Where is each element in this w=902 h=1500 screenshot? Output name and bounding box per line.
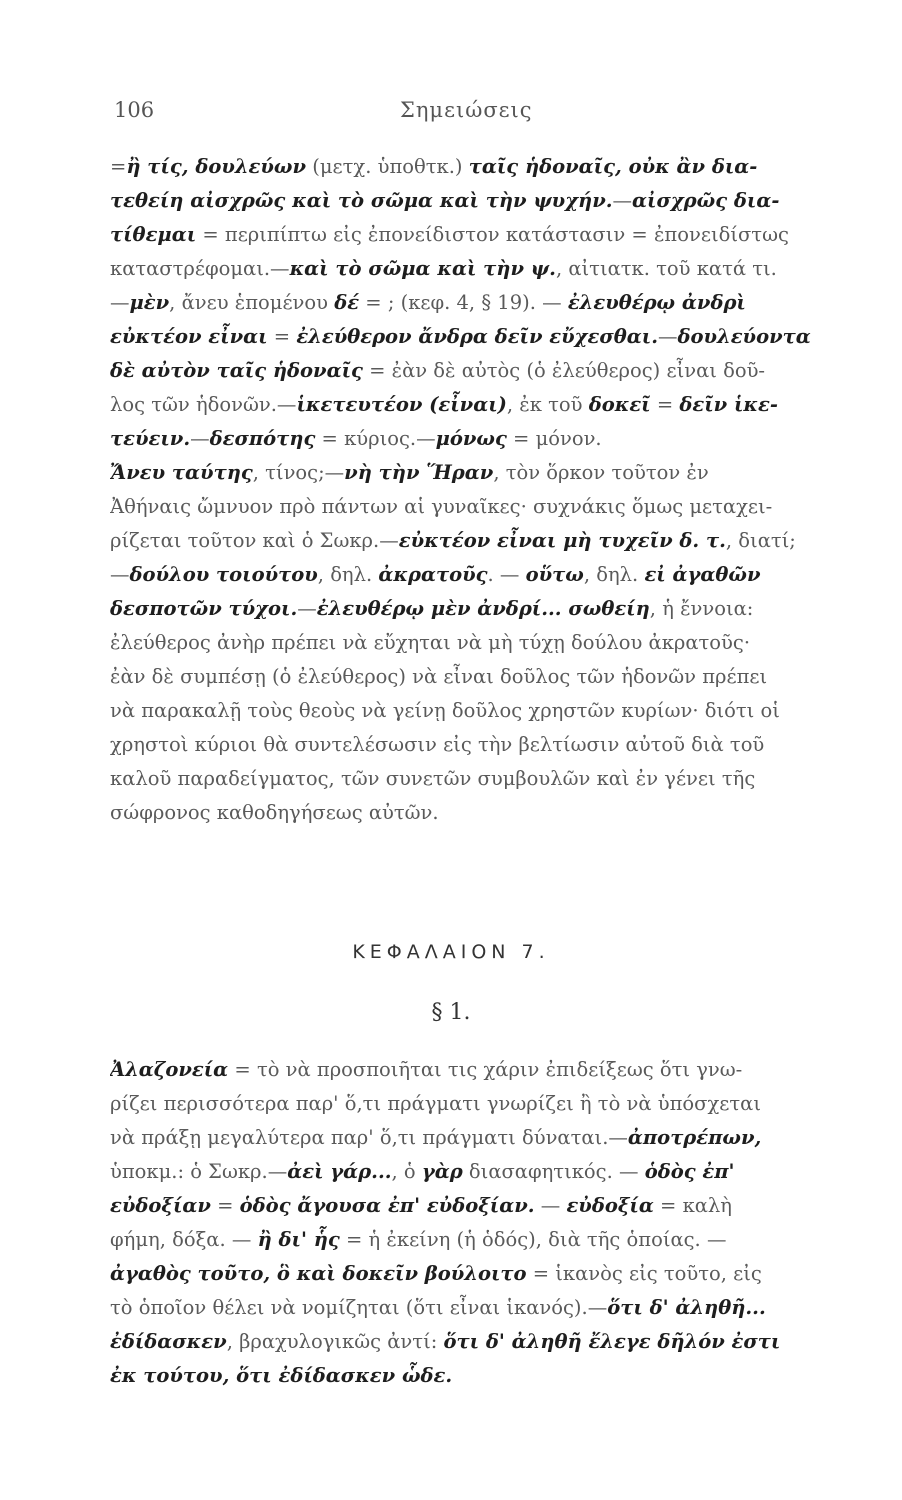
text-line: [110, 218, 830, 252]
plain-text: λος τῶν ἡδονῶν.—: [110, 393, 297, 416]
emphasized-term: δούλου τοιούτου: [129, 563, 318, 586]
text-line: [110, 320, 830, 354]
emphasized-term: ὁδὸς ἐπ': [644, 1160, 735, 1183]
page-number: 106: [114, 98, 155, 122]
notes-block: [110, 150, 830, 830]
emphasized-term: μὲν: [129, 291, 170, 314]
plain-text: διασαφητικός. —: [462, 1160, 645, 1183]
emphasized-term: ἐλευθέρῳ μὲν ἀνδρί... σωθείη: [316, 597, 650, 620]
plain-text: ρίζει περισσότερα παρ' ὅ,τι πράγματι γνωρίζει ἢ τὸ νὰ ὑπόσχεται: [110, 1092, 761, 1115]
emphasized-term: τίθεμαι: [110, 223, 197, 246]
emphasized-term: δὲ αὐτὸν ταῖς ἡδοναῖς: [110, 359, 363, 382]
plain-text: ὑποκμ.: ὁ Σωκρ.—: [110, 1160, 288, 1183]
plain-text: = τὸ νὰ προσποιῆται τις χάριν ἐπιδείξεως ὅτι γνω-: [228, 1058, 743, 1081]
plain-text: φήμη, δόξα. —: [110, 1228, 258, 1251]
plain-text: —: [657, 325, 678, 348]
plain-text: χρηστοὶ κύριοι θὰ συντελέσωσιν εἰς τὴν βελτίωσιν αὐτοῦ διὰ τοῦ: [110, 733, 765, 756]
plain-text: —: [612, 189, 633, 212]
plain-text: = καλὴ: [653, 1194, 732, 1217]
plain-text: . —: [487, 563, 526, 586]
text-line: [110, 524, 830, 558]
emphasized-term: ἢ τίς, δουλεύων: [126, 155, 307, 178]
text-line: [110, 1359, 830, 1393]
section-mark: § 1.: [431, 1000, 471, 1025]
emphasized-term: δεσπότης: [209, 427, 316, 450]
text-line: [110, 388, 830, 422]
plain-text: σώφρονος καθοδηγήσεως αὐτῶν.: [110, 801, 439, 824]
plain-text: =: [210, 1194, 240, 1217]
emphasized-term: ἐδίδασκεν: [110, 1330, 227, 1353]
text-line: [110, 558, 830, 592]
emphasized-term: δοκεῖ: [588, 393, 651, 416]
text-line: [110, 694, 830, 728]
plain-text: , ὁ: [391, 1160, 422, 1183]
plain-text: νὰ πράξῃ μεγαλύτερα παρ' ὅ,τι πράγματι δύναται.—: [110, 1126, 628, 1149]
text-line: [110, 728, 830, 762]
text-line: [110, 762, 830, 796]
plain-text: , τίνος;—: [252, 461, 345, 484]
text-line: [110, 626, 830, 660]
emphasized-term: εὐδοξίαν: [110, 1194, 211, 1217]
plain-text: ἐλεύθερος ἀνὴρ πρέπει νὰ εὔχηται νὰ μὴ τύχῃ δούλου ἀκρατοῦς·: [110, 631, 751, 654]
text-line: [110, 422, 830, 456]
text-line: [110, 1189, 830, 1223]
emphasized-term: ἐλευθέρῳ ἀνδρὶ: [567, 291, 746, 314]
plain-text: , ἡ ἔννοια:: [649, 597, 754, 620]
emphasized-term: ἀγαθὸς τοῦτο, ὃ καὶ δοκεῖν βούλοιτο: [110, 1262, 527, 1285]
text-line: [110, 184, 830, 218]
text-line: [110, 456, 830, 490]
text-line: [110, 1053, 830, 1087]
emphasized-term: Ἀλαζονεία: [110, 1058, 229, 1081]
plain-text: = ; (κεφ. 4, § 19). —: [359, 291, 568, 314]
section-text-block: [110, 1053, 830, 1393]
plain-text: = ἱκανὸς εἰς τοῦτο, εἰς: [526, 1262, 762, 1285]
plain-text: =: [650, 393, 680, 416]
emphasized-term: ἐλεύθερον ἄνδρα δεῖν εὔχεσθαι.: [296, 325, 658, 348]
text-line: [110, 660, 830, 694]
text-line: [110, 592, 830, 626]
emphasized-term: ἐκ τούτου, ὅτι ἐδίδασκεν ὧδε.: [110, 1364, 453, 1387]
plain-text: (μετχ. ὑποθτκ.): [306, 155, 469, 178]
plain-text: καταστρέφομαι.—: [110, 257, 290, 280]
emphasized-term: ἀεὶ γάρ...: [287, 1160, 392, 1183]
plain-text: καλοῦ παραδείγματος, τῶν συνετῶν συμβουλῶν καὶ ἐν γένει τῆς: [110, 767, 756, 790]
running-title: Σημειώσεις: [400, 98, 533, 122]
emphasized-term: ὁδὸς ἄγουσα ἐπ' εὐδοξίαν.: [239, 1194, 535, 1217]
emphasized-term: εὐδοξία: [566, 1194, 654, 1217]
plain-text: , διατί;: [725, 529, 796, 552]
text-line: [110, 1325, 830, 1359]
emphasized-term: δέ: [334, 291, 360, 314]
plain-text: , δηλ.: [583, 563, 645, 586]
text-line: [110, 252, 830, 286]
emphasized-term: γὰρ: [421, 1160, 463, 1183]
plain-text: ρίζεται τοῦτον καὶ ὁ Σωκρ.—: [110, 529, 399, 552]
plain-text: , αἰτιατκ. τοῦ κατά τι.: [555, 257, 777, 280]
text-line: [110, 286, 830, 320]
text-line: [110, 1223, 830, 1257]
emphasized-term: ταῖς ἡδοναῖς, οὐκ ἂν δια-: [468, 155, 758, 178]
emphasized-term: ἀκρατοῦς: [378, 563, 488, 586]
plain-text: τὸ ὁποῖον θέλει νὰ νομίζηται (ὅτι εἶναι ἱκανός).—: [110, 1296, 608, 1319]
plain-text: = ἡ ἐκείνη (ἡ ὁδός), διὰ τῆς ὁποίας. —: [339, 1228, 727, 1251]
emphasized-term: ὅτι δ' ἀληθῆ ἔλεγε δῆλόν ἐστι: [443, 1330, 781, 1353]
emphasized-term: καὶ τὸ σῶμα καὶ τὴν ψ.: [289, 257, 556, 280]
text-line: [110, 1291, 830, 1325]
plain-text: , δηλ.: [317, 563, 379, 586]
emphasized-term: εὐκτέον εἶναι: [110, 325, 268, 348]
text-line: [110, 1257, 830, 1291]
plain-text: —: [110, 291, 130, 314]
plain-text: = περιπίπτω εἰς ἐπονείδιστον κατάστασιν = ἐπονειδίστως: [196, 223, 789, 246]
emphasized-term: τεθείη αἰσχρῶς καὶ τὸ σῶμα καὶ τὴν ψυχήν.: [110, 189, 613, 212]
emphasized-term: δεῖν ἱκε-: [679, 393, 778, 416]
emphasized-term: οὕτω: [525, 563, 584, 586]
text-line: [110, 796, 830, 830]
plain-text: —: [534, 1194, 567, 1217]
plain-text: —: [297, 597, 317, 620]
plain-text: , ἄνευ ἑπομένου: [169, 291, 335, 314]
text-line: [110, 150, 830, 184]
page-header: [0, 98, 902, 138]
emphasized-term: δεσποτῶν τύχοι.: [110, 597, 298, 620]
emphasized-term: αἰσχρῶς δια-: [632, 189, 780, 212]
text-line: [110, 1087, 830, 1121]
plain-text: , βραχυλογικῶς ἀντί:: [226, 1330, 444, 1353]
plain-text: Ἀθήναις ὤμνυον πρὸ πάντων αἱ γυναῖκες· συχνάκις ὅμως μεταχει-: [110, 495, 773, 518]
text-line: [110, 1121, 830, 1155]
plain-text: =: [267, 325, 297, 348]
emphasized-term: τεύειν.: [110, 427, 191, 450]
plain-text: —: [110, 563, 130, 586]
emphasized-term: ἱκετευτέον (εἶναι): [296, 393, 507, 416]
emphasized-term: ἀποτρέπων,: [627, 1126, 762, 1149]
emphasized-term: μόνως: [435, 427, 507, 450]
emphasized-term: εἰ ἀγαθῶν: [644, 563, 761, 586]
plain-text: = ἐὰν δὲ αὐτὸς (ὁ ἐλεύθερος) εἶναι δοῦ-: [362, 359, 766, 382]
emphasized-term: νὴ τὴν Ἥραν: [344, 461, 494, 484]
emphasized-term: ὅτι δ' ἀληθῆ...: [607, 1296, 766, 1319]
plain-text: —: [190, 427, 210, 450]
plain-text: ἐὰν δὲ συμπέσῃ (ὁ ἐλεύθερος) νὰ εἶναι δοῦλος τῶν ἡδονῶν πρέπει: [110, 665, 768, 688]
emphasized-term: δουλεύοντα: [677, 325, 811, 348]
plain-text: = μόνον.: [506, 427, 602, 450]
emphasized-term: ἢ δι' ἧς: [257, 1228, 340, 1251]
emphasized-term: Ἄνευ ταύτης: [110, 461, 253, 484]
plain-text: , τὸν ὅρκον τοῦτον ἐν: [493, 461, 709, 484]
plain-text: = κύριος.—: [315, 427, 436, 450]
plain-text: , ἐκ τοῦ: [506, 393, 589, 416]
text-line: [110, 354, 830, 388]
plain-text: =: [110, 155, 127, 178]
text-line: [110, 1155, 830, 1189]
chapter-heading: ΚΕΦΑΛΑΙΟΝ 7.: [352, 941, 550, 963]
emphasized-term: εὐκτέον εἶναι μὴ τυχεῖν δ. τ.: [398, 529, 726, 552]
text-line: [110, 490, 830, 524]
plain-text: νὰ παρακαλῇ τοὺς θεοὺς νὰ γείνῃ δοῦλος χρηστῶν κυρίων· διότι οἱ: [110, 699, 780, 722]
